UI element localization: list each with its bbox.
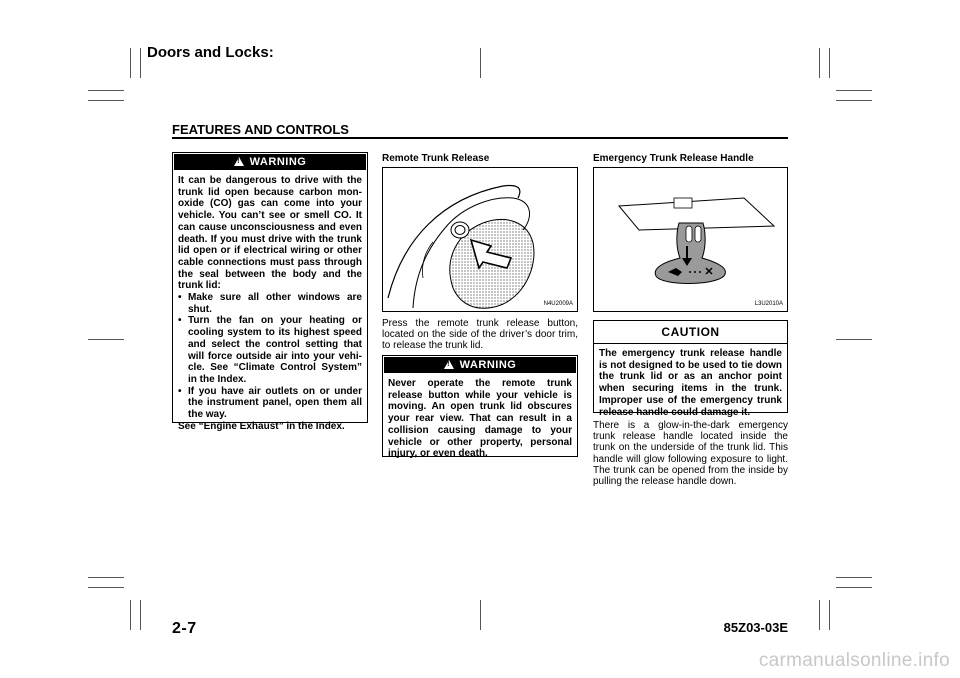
bullet-glyph: • [178, 385, 182, 397]
bullet-glyph: • [178, 292, 182, 304]
warning-triangle-icon [444, 360, 454, 369]
header-rule [172, 137, 788, 139]
figure-code: N4U2009A [543, 301, 573, 307]
warning-title: WARNING [249, 156, 307, 168]
door-trim-illustration [383, 168, 577, 311]
warning-triangle-icon [234, 157, 244, 166]
document-section-title: Doors and Locks: [147, 44, 274, 61]
left-warning-box [172, 152, 368, 432]
warning-body [173, 171, 367, 436]
emergency-handle-figure [593, 167, 788, 312]
document-code: 85Z03-03E [723, 620, 788, 635]
watermark: carmanualsonline.info [758, 650, 950, 671]
release-handle-illustration [594, 168, 787, 311]
caution-title: CAUTION [594, 321, 787, 344]
warning-body: Never operate the remote trunk release button while your vehicle is moving. An open trunk lid obscures your rear view. That can result in a collision causing damage to your vehicle or other property, personal injury, or even death. [388, 378, 572, 460]
warning-bullet: • Make sure all other windows are shut. [178, 292, 362, 315]
warning-header [383, 356, 577, 374]
remote-trunk-release-title: Remote Trunk Release [382, 153, 490, 164]
warning-title: WARNING [459, 359, 517, 371]
bullet-glyph: • [178, 315, 182, 327]
page-number: 2-7 [172, 620, 197, 637]
caution-body: The emergency trunk release handle is not designed to be used to tie down the trunk lid or as an anchor point when securing items in the trunk. Improper use of the emergency trunk release handle could damage it. [599, 348, 782, 418]
warning-intro: It can be dangerous to drive with the trunk lid open because carbon mon-oxide (CO) gas can come into your vehicle. You can’t see or smell CO. It can cause unconsciousness and even death. If you must drive with the trunk lid open or if electrical wiring or other cable connections must pass through the seal between the body and the trunk lid: [178, 175, 362, 292]
emergency-release-paragraph: There is a glow-in-the-dark emergency trunk release handle located inside the trunk on the underside of the trunk lid. This handle will glow following exposure to light. The trunk can be opened from the inside by pulling the release handle down. [593, 420, 788, 488]
caution-box [593, 320, 788, 418]
warning-bullet: • Turn the fan on your heating or cooling system to its highest speed and select the control setting that will force outside air into your vehi-cle. See “Climate Control System” in the Index. [178, 315, 362, 385]
remote-release-figure [382, 167, 578, 312]
warning-bullet: • If you have air outlets on or under the instrument panel, open them all the way. [178, 385, 362, 421]
figure-code: L3U2010A [754, 301, 783, 307]
warning-outro: See “Engine Exhaust” in the Index. [178, 420, 345, 432]
remote-release-paragraph: Press the remote trunk release button, located on the side of the driver’s door trim, to release the trunk lid. [382, 318, 578, 352]
middle-warning-box [382, 355, 578, 460]
chapter-title: FEATURES AND CONTROLS [172, 122, 349, 137]
warning-header [173, 153, 367, 171]
emergency-release-title: Emergency Trunk Release Handle [593, 153, 754, 164]
